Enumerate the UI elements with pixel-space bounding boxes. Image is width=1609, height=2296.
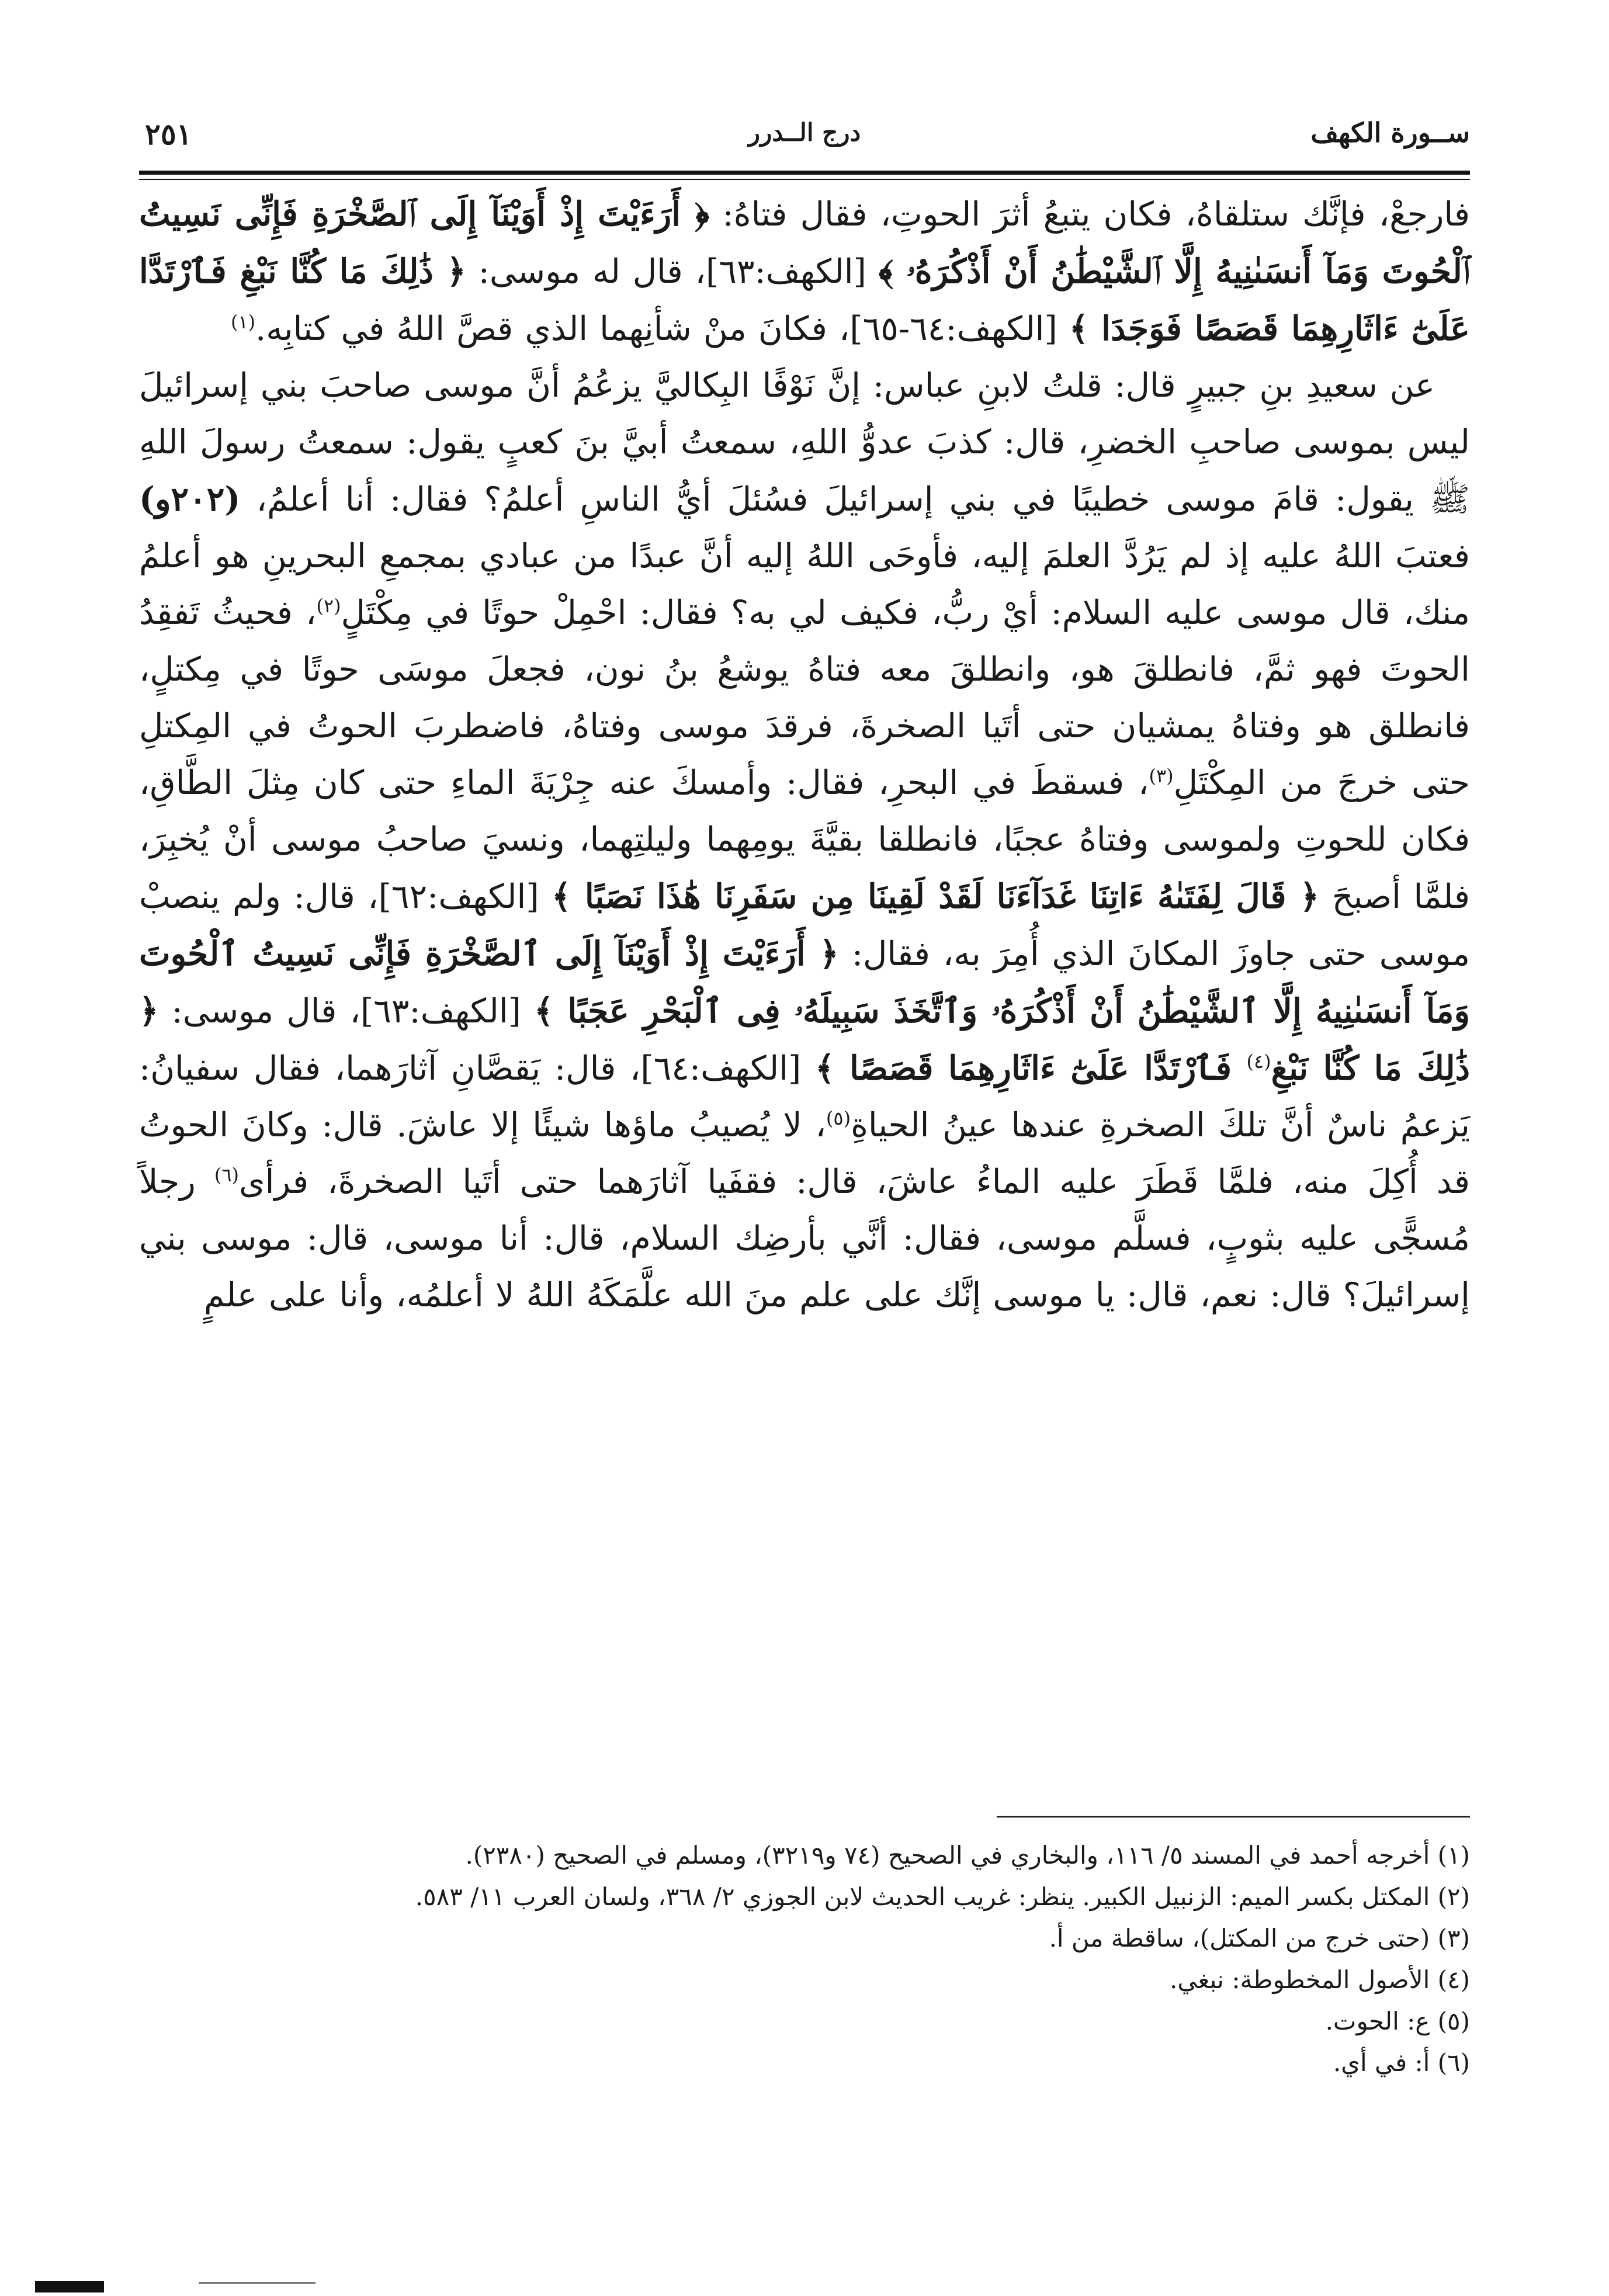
- text-run: ، لا يُصيبُ ماؤها شيئًا إلا عاشَ. قال: وكانَ الحوتُ قد أُكِلَ منه، فلمَّا قَطَرَ عليه الماءُ عاشَ، قال: فقفَيا آثارَهما حتى أتَيا الصخرةَ، فرأى: [139, 1106, 1471, 1201]
- footnote-marker[interactable]: (٤): [1246, 1050, 1271, 1073]
- header-rule-thin: [139, 179, 1470, 180]
- scan-line-mark: [199, 2282, 315, 2284]
- footnote: (١) أخرجه أحمد في المسند ٥/ ١١٦، والبخاري في الصحيح (٧٤ و٣٢١٩)، ومسلم في الصحيح (٢٣٨٠).: [465, 1841, 1470, 1870]
- text-run: ، فحيثُ تَفقِدُ الحوتَ فهو ثمَّ، فانطلقَ هو، وانطلقَ معه فتاهُ يوشعُ بنُ نون، فجعلَ موسَى حوتًا في مِكتلٍ، فانطلق هو وفتاهُ يمشيان حتى أتَيا الصخرةَ، فرقدَ موسى وفتاهُ، فاضطربَ الحوتُ في المِكتلِ حتى خرجَ من المِكْتَلِ: [139, 594, 1470, 802]
- header-rule-thick: [139, 171, 1470, 175]
- footnote-marker[interactable]: (١): [230, 311, 256, 333]
- verse-reference: [الكهف:٦٣]، قال له موسى:: [466, 252, 879, 291]
- paragraph-2: [139, 358, 1470, 1324]
- footnote: (٤) الأصول المخطوطة: نبغي.: [1170, 1965, 1470, 1994]
- quran-verse: ﴿ قَالَ لِفَتَىٰهُ ءَاتِنَا غَدَآءَنَا لَقَدْ لَقِينَا مِن سَفَرِنَا هَٰذَا نَصَبًا ﴾: [552, 877, 1320, 916]
- quran-verse: ﴿ أَرَءَيْتَ إِذْ أَوَيْنَآ إِلَى ٱلصَّخْرَةِ فَإِنِّى نَسِيتُ ٱلْحُوتَ وَمَآ أَنسَىٰنِيهُ إِلَّا ٱلشَّيْطَٰنُ أَنْ أَذْكُرَهُۥ ﴾: [139, 195, 1470, 291]
- quran-verse: فَٱرْتَدَّا عَلَىٰٓ ءَاثَارِهِمَا قَصَصًا ﴾: [815, 1049, 1247, 1088]
- quran-verse: ﴿ ذَٰلِكَ مَا كُنَّا نَبْغِ فَٱرْتَدَّا عَلَىٰٓ ءَاثَارِهِمَا قَصَصًا فَوَجَدَا ﴾: [139, 252, 1470, 348]
- footnote: (٥) ع: الحوت.: [1325, 2007, 1470, 2035]
- text-run: ، فسقطَ في البحرِ، فقال: وأمسكَ عنه جِرْيَةَ الماءِ حتى كان مِثلَ الطَّاقِ، فكان للحوتِ ولموسى وفتاهُ عجبًا، فانطلقا بقيَّةَ يومِهما وليلتِهما، ونسيَ صاحبُ موسى أنْ يُخبِرَ، فلمَّا أصبحَ: [139, 764, 1470, 916]
- footnote: (٦) أ: في أي.: [1333, 2048, 1470, 2077]
- verse-reference: [الكهف:٦٣]، قال موسى:: [158, 992, 535, 1031]
- folio-mark: (٢٠٢و): [139, 480, 241, 519]
- footnote: (٢) المكتل بكسر الميم: الزنبيل الكبير. ينظر: غريب الحديث لابن الجوزي ٢/ ٣٦٨، ولسان العرب ١١/ ٥٨٣.: [415, 1882, 1470, 1911]
- text-run: فارجعْ، فإنَّك ستلقاهُ، فكان يتبعُ أثرَ الحوتِ، فقال فتاهُ:: [709, 195, 1470, 234]
- book-title: درج الــدرر: [748, 118, 861, 147]
- text-run: فعتبَ اللهُ عليه إذ لم يَرُدَّ العلمَ إليه، فأوحَى اللهُ إليه أنَّ عبدًا من عبادي بمجمعِ البحرينِ هو أعلمُ منك، قال موسى عليه السلام: أيْ ربُّ، فكيف لي به؟ فقال: احْمِلْ حوتًا في مِكْتَلٍ: [139, 537, 1470, 632]
- footnotes: [139, 1834, 1470, 2083]
- paragraph-1: [139, 186, 1470, 358]
- footnote: (٣) (حتى خرج من المكتل)، ساقطة من أ.: [1049, 1924, 1470, 1952]
- surah-title: ســورة الكهف: [1310, 117, 1470, 148]
- quran-verse: ﴿ أَرَءَيْتَ إِذْ أَوَيْنَآ إِلَى ٱلصَّخْرَةِ فَإِنِّى نَسِيتُ ٱلْحُوتَ وَمَآ أَنسَىٰنِيهُ إِلَّا ٱلشَّيْطَٰنُ أَنْ أَذْكُرَهُۥ وَٱتَّخَذَ سَبِيلَهُۥ فِى ٱلْبَحْرِ عَجَبًا ﴾: [139, 934, 1470, 1031]
- text-run: رجلاً مُسجًّى عليه بثوبٍ، فسلَّم موسى، فقال: أنَّي بأرضِك السلام، قال: أنا موسى، قال: موسى بني إسرائيلَ؟ قال: نعم، قال: يا موسى إنَّك على علم منَ الله علَّمَكَهُ اللهُ لا أعلمُه، وأنا على علمٍ: [139, 1163, 1470, 1315]
- page-header: [139, 117, 1470, 169]
- verse-reference: [الكهف:٦٤-٦٥]، فكانَ منْ شأنِهما الذي قصَّ اللهُ في كتابِه.: [255, 310, 1069, 348]
- footnote-marker[interactable]: (٣): [1149, 765, 1174, 787]
- footnote-separator: [997, 1816, 1470, 1818]
- verse-reference: [الكهف:٦٤]، قال: يَقصَّانِ آثارَهما، فقال سفيانُ: يَزعمُ ناسٌ أنَّ تلكَ الصخرةِ عندها عينُ الحياةِ: [139, 1049, 1470, 1144]
- scan-edge-mark: [35, 2281, 104, 2292]
- footnote-marker[interactable]: (٦): [214, 1164, 239, 1186]
- page-number: ٢٥١: [145, 117, 192, 151]
- quran-verse: ﴿ ذَٰلِكَ مَا كُنَّا نَبْغِ: [139, 991, 1470, 1088]
- footnote-marker[interactable]: (٢): [316, 595, 341, 617]
- text-run: عن سعيدِ بنِ جبيرٍ قال: قلتُ لابنِ عباس: إنَّ نَوْفًا البِكاليَّ يزعُمُ أنَّ موسى صاحبَ بني إسرائيلَ ليس بموسى صاحبِ الخضرِ، قال: كذبَ عدوُّ اللهِ، سمعتُ أبيَّ بنَ كعبٍ يقول: سمعتُ رسولَ اللهِ ﷺ يقول: قامَ موسى خطيبًا في بني إسرائيلَ فسُئلَ أيُّ الناسِ أعلمُ؟ فقال: أنا أعلمُ،: [139, 366, 1470, 519]
- main-text: [139, 186, 1470, 1763]
- footnote-marker[interactable]: (٥): [826, 1107, 851, 1129]
- verse-reference: [الكهف:٦٢]، قال: ولم ينصبْ موسى حتى جاوزَ المكانَ الذي أُمِرَ به، فقال:: [139, 878, 1470, 973]
